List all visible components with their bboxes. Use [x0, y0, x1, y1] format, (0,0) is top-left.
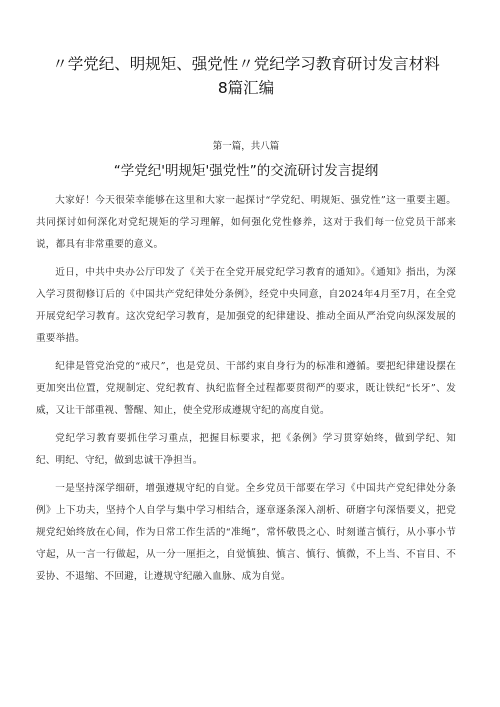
section-title: “学党纪'明规矩'强党性”的交流研讨发言提纲	[113, 163, 379, 179]
section-label: 第一篇，共八篇	[212, 141, 280, 152]
document-body	[36, 190, 456, 588]
document-title-line-1: 〃学党纪、明规矩、强党性〃党纪学习教育研讨发言材料	[52, 55, 440, 73]
body-paragraph-3: 纪律是管党治党的“戒尺”，也是党员、干部约束自身行为的标准和遵循。要把纪律建设摆在更加突出位置，党规制定、党纪教育、执纪监督全过程都要贯彻严的要求，既让铁纪“长牙”、发威，又让干部重视、警醒、知止，使全党形成遵规守纪的高度自觉。	[36, 361, 456, 416]
document-title	[36, 0, 456, 100]
body-paragraph-2: 近日，中共中央办公厅印发了《关于在全党开展党纪学习教育的通知》。《通知》指出，为深入学习贯彻修订后的《中国共产党纪律处分条例》，经党中央同意，自2024年4月至7月，在全党开展党纪学习教育。这次党纪学习教育，是加强党的纪律建设、推动全面从严治党向纵深发展的重要举措。	[36, 267, 456, 344]
body-paragraph-5: 一是坚持深学细研，增强遵规守纪的自觉。全乡党员干部要在学习《中国共产党纪律处分条例》上下功夫，坚持个人自学与集中学习相结合，逐章逐条深入剖析、研磨字句深悟要义，把党规党纪始终放在心间，作为日常工作生活的“准绳”，常怀敬畏之心、时刻谨言慎行，从小事小节守起，从一言一行做起，从一分一厘拒之，自觉慎独、慎言、慎行、慎微，不上当、不盲目、不妥协、不退缩、不回避，让遵规守纪融入血脉、成为自觉。	[36, 483, 456, 582]
document-title-line-2: 8篇汇编	[217, 79, 275, 97]
body-paragraph-4: 党纪学习教育要抓住学习重点，把握目标要求，把《条例》学习贯穿始终，做到学纪、知纪、明纪、守纪，做到忠诚干净担当。	[36, 433, 456, 466]
body-paragraph-1: 大家好！今天很荣幸能够在这里和大家一起探讨“学党纪、明规矩、强党性”这一重要主题。共同探讨如何深化对党纪规矩的学习理解，如何强化党性修养，这对于我们每一位党员干部来说，都具有非常重要的意义。	[36, 195, 456, 250]
